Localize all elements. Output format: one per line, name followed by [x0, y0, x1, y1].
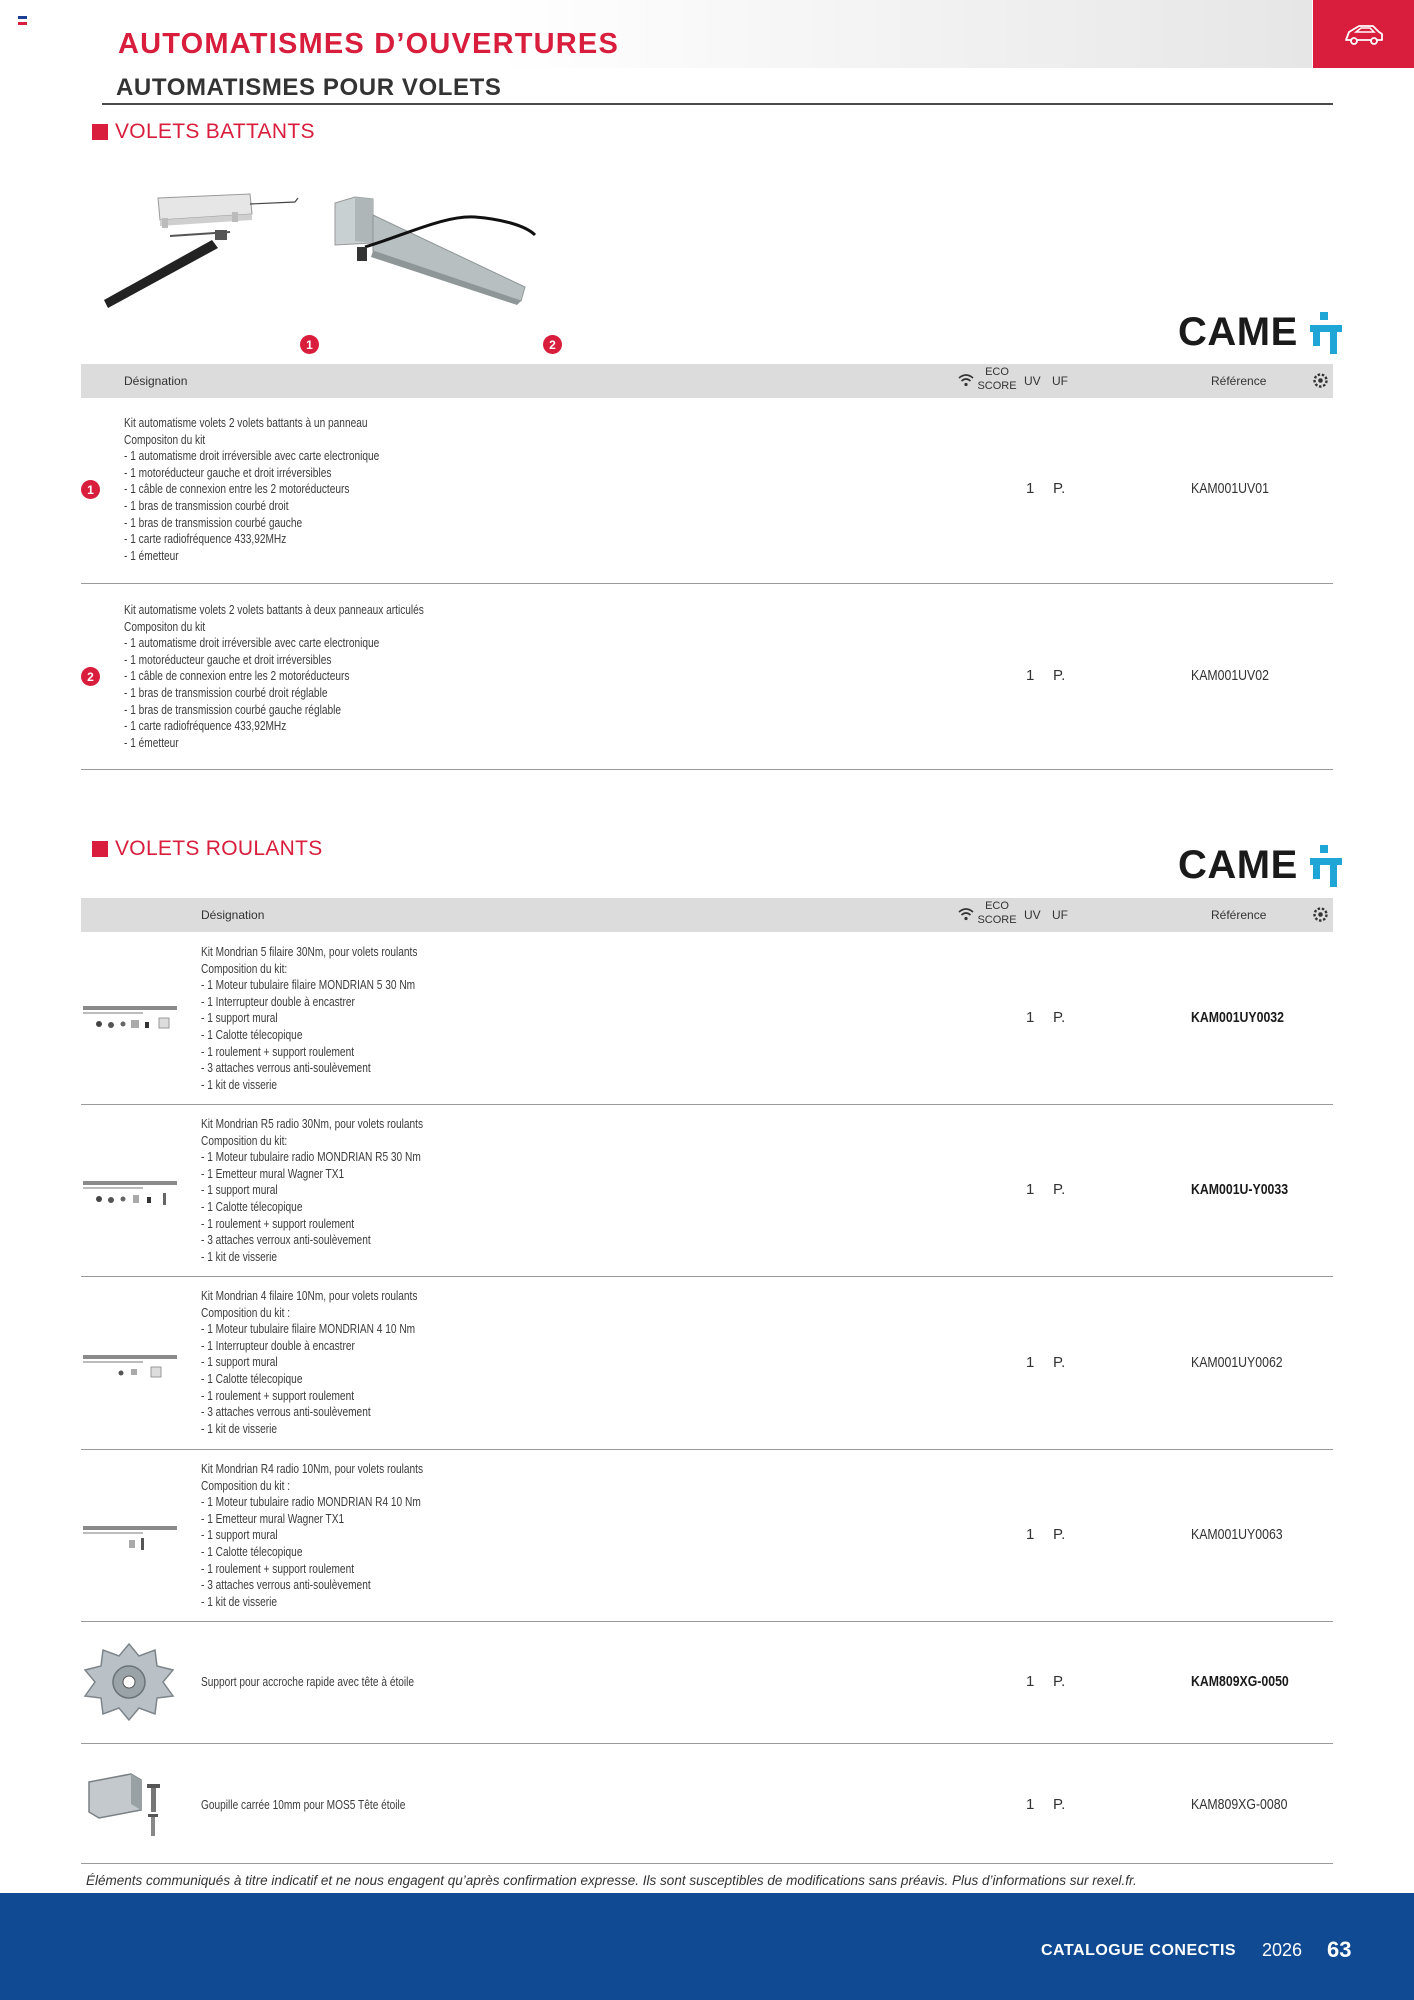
product-uf: P. — [1053, 1673, 1066, 1690]
product-description: Goupille carrée 10mm pour MOS5 Tête étoile — [201, 1797, 406, 1812]
product-uv: 1 — [1026, 1354, 1035, 1371]
header-designation: Désignation — [124, 374, 188, 388]
product-image-1 — [100, 190, 300, 310]
car-icon — [1343, 20, 1385, 48]
page-number: 63 — [1327, 1937, 1352, 1962]
header-uv: UV — [1024, 908, 1041, 922]
product-uf: P. — [1053, 1796, 1066, 1813]
page-subtitle: AUTOMATISMES POUR VOLETS — [116, 74, 502, 101]
gear-icon — [1312, 906, 1329, 923]
product-reference: KAM001UY0032 — [1191, 1009, 1284, 1026]
section-title: VOLETS ROULANTS — [115, 837, 323, 860]
came-brand-icon — [1310, 845, 1342, 887]
corner-badge — [1313, 0, 1414, 68]
header-reference: Référence — [1211, 908, 1267, 922]
product-description: Kit Mondrian 4 filaire 10Nm, pour volets roulants Composition du kit : - 1 Moteur tubulaire filaire MONDRIAN 4 10 Nm - 1 Interrupteur double à encastrer - 1 support mural - 1 Calotte télecopique - 1 roulement + support roulement - 3 attaches verrous anti-soulèvement - 1 kit de visserie — [201, 1288, 418, 1436]
motor-kit-thumbnail — [81, 1518, 181, 1558]
table-row — [81, 584, 1333, 770]
motor-kit-thumbnail — [81, 1000, 181, 1040]
catalogue-name: CATALOGUE CONECTIS — [1041, 1942, 1237, 1959]
product-uf: P. — [1053, 667, 1066, 684]
table-row — [81, 398, 1333, 584]
product-uv: 1 — [1026, 480, 1035, 497]
table-header — [81, 364, 1333, 398]
footer-bar — [0, 1893, 1414, 2000]
product-reference: KAM809XG-0050 — [1191, 1673, 1289, 1690]
motor-kit-thumbnail — [81, 1347, 181, 1387]
product-uv: 1 — [1026, 1009, 1035, 1026]
product-description: Kit Mondrian R5 radio 30Nm, pour volets roulants Composition du kit: - 1 Moteur tubulaire radio MONDRIAN R5 30 Nm - 1 Emetteur mural Wagner TX1 - 1 support mural - 1 Calotte télecopique - 1 roulement + support roulement - 3 attaches verroux anti-soulèvement - 1 kit de visserie — [201, 1116, 424, 1264]
star-bracket-thumbnail — [81, 1640, 177, 1724]
product-uf: P. — [1053, 480, 1066, 497]
header-designation: Désignation — [201, 908, 265, 922]
section-heading-volets-roulants — [92, 837, 323, 861]
gear-icon — [1312, 372, 1329, 389]
catalogue-year: 2026 — [1262, 1940, 1303, 1960]
product-reference: KAM809XG-0080 — [1191, 1796, 1288, 1813]
wifi-icon — [958, 907, 974, 921]
product-number-badge: 2 — [81, 667, 100, 686]
product-uv: 1 — [1026, 1526, 1035, 1543]
header-uv: UV — [1024, 374, 1041, 388]
came-logo — [1178, 310, 1342, 355]
section-marker-icon — [92, 124, 108, 140]
product-reference: KAM001UY0062 — [1191, 1354, 1283, 1371]
table-row — [81, 1105, 1333, 1277]
table-row — [81, 1450, 1333, 1622]
page-title: AUTOMATISMES D’OUVERTURES — [118, 28, 620, 60]
product-uf: P. — [1053, 1181, 1066, 1198]
product-description: Kit Mondrian R4 radio 10Nm, pour volets roulants Composition du kit : - 1 Moteur tubulaire radio MONDRIAN R4 10 Nm - 1 Emetteur mural Wagner TX1 - 1 support mural - 1 Calotte télecopique - 1 roulement + support roulement - 3 attaches verrous anti-soulèvement - 1 kit de visserie — [201, 1461, 424, 1609]
product-reference: KAM001UV02 — [1191, 667, 1269, 684]
header-reference: Référence — [1211, 374, 1267, 388]
product-description: Kit automatisme volets 2 volets battants à un panneau Compositon du kit - 1 automatisme droit irréversible avec carte electronique - 1 motoréducteur gauche et droit irréversibles - 1 câble de connexion entre les 2 motoréducteurs - 1 bras de transmission courbé droit - 1 bras de transmission courbé gauche - 1 carte radiofréquence 433,92MHz - 1 émetteur — [124, 415, 380, 563]
table-row — [81, 932, 1333, 1105]
brand-name: CAME — [1178, 843, 1298, 887]
table-row — [81, 1622, 1333, 1744]
flag-icon — [18, 16, 27, 25]
header-eco: ECO — [985, 366, 1009, 378]
product-uv: 1 — [1026, 667, 1035, 684]
table-row — [81, 1277, 1333, 1450]
came-brand-icon — [1310, 312, 1342, 354]
table-header — [81, 898, 1333, 932]
header-uf: UF — [1052, 908, 1068, 922]
header-score: SCORE — [977, 380, 1017, 392]
section-heading-volets-battants — [92, 120, 315, 144]
product-reference: KAM001U-Y0033 — [1191, 1181, 1289, 1198]
section-marker-icon — [92, 841, 108, 857]
header-score: SCORE — [977, 914, 1017, 926]
header-eco-score — [977, 365, 1017, 393]
product-number-badge: 2 — [543, 335, 562, 354]
section-title: VOLETS BATTANTS — [115, 120, 315, 143]
square-pin-thumbnail — [81, 1766, 181, 1842]
motor-kit-thumbnail — [81, 1175, 181, 1215]
product-reference: KAM001UY0063 — [1191, 1526, 1283, 1543]
product-uf: P. — [1053, 1009, 1066, 1026]
product-number-badge: 1 — [300, 335, 319, 354]
product-description: Support pour accroche rapide avec tête à étoile — [201, 1674, 415, 1689]
brand-name: CAME — [1178, 310, 1298, 354]
product-uf: P. — [1053, 1354, 1066, 1371]
product-uv: 1 — [1026, 1796, 1035, 1813]
product-description: Kit automatisme volets 2 volets battants à deux panneaux articulés Compositon du kit - 1 automatisme droit irréversible avec carte electronique - 1 motoréducteur gauche et droit irréversibles - 1 câble de connexion entre les 2 motoréducteurs - 1 bras de transmission courbé droit réglable - 1 bras de transmission courbé gauche réglable - 1 carte radiofréquence 433,92MHz - 1 émetteur — [124, 602, 424, 750]
came-logo — [1178, 843, 1342, 888]
product-description: Kit Mondrian 5 filaire 30Nm, pour volets roulants Composition du kit: - 1 Moteur tubulaire filaire MONDRIAN 5 30 Nm - 1 Interrupteur double à encastrer - 1 support mural - 1 Calotte télecopique - 1 roulement + support roulement - 3 attaches verrous anti-soulèvement - 1 kit de visserie — [201, 944, 418, 1092]
product-uv: 1 — [1026, 1181, 1035, 1198]
table-row — [81, 1744, 1333, 1864]
product-reference: KAM001UV01 — [1191, 480, 1269, 497]
disclaimer-text: Éléments communiqués à titre indicatif et ne nous engagent qu’après confirmation expresse. Ils sont susceptibles de modifications sans préavis. Plus d’informations sur rexel.fr. — [86, 1873, 1137, 1888]
product-number-badge: 1 — [81, 480, 100, 499]
product-uv: 1 — [1026, 1673, 1035, 1690]
subtitle-divider — [102, 103, 1333, 105]
product-uf: P. — [1053, 1526, 1066, 1543]
header-uf: UF — [1052, 374, 1068, 388]
header-eco-score — [977, 899, 1017, 927]
product-image-2 — [325, 195, 545, 310]
wifi-icon — [958, 373, 974, 387]
header-eco: ECO — [985, 900, 1009, 912]
